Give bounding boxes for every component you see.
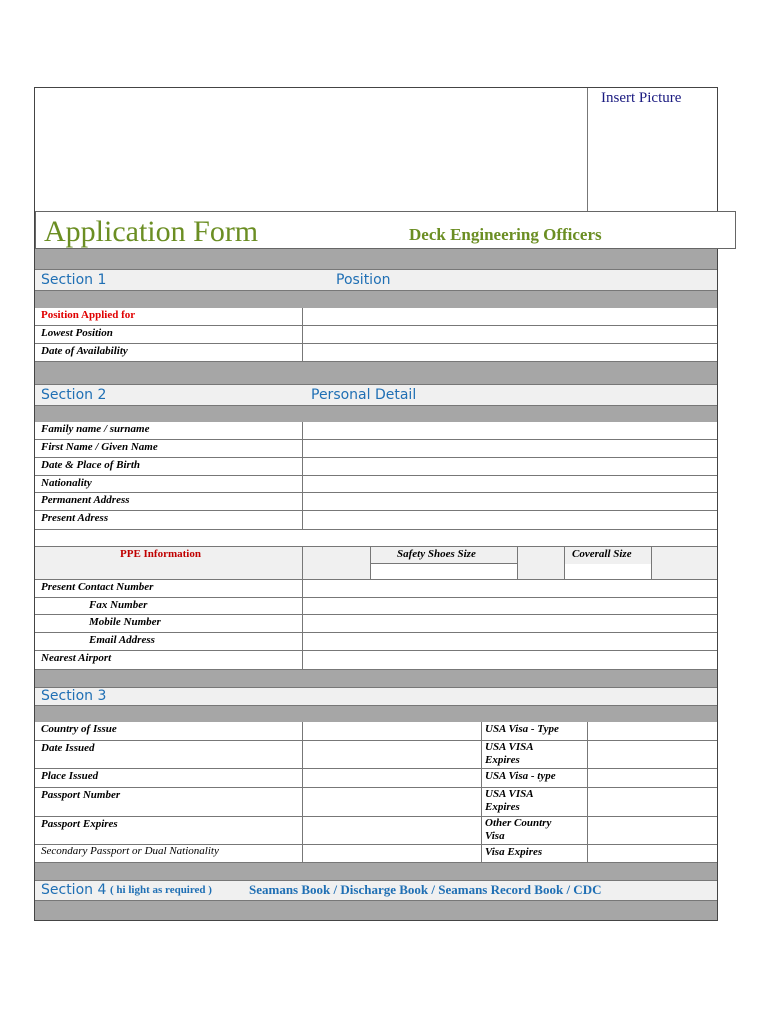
row-label: Email Address: [89, 634, 155, 646]
gray-bar: [35, 901, 717, 920]
coverall-size-field[interactable]: [565, 564, 651, 579]
form-row-email: [35, 633, 717, 651]
row-label: Present Adress: [41, 512, 109, 524]
form-row-contact-number: [35, 580, 717, 598]
position-applied-field[interactable]: [303, 308, 717, 325]
form-row-position-applied: [35, 308, 717, 326]
row-label: Secondary Passport or Dual Nationality: [41, 845, 219, 857]
passport-row: [35, 845, 717, 863]
form-title: Application Form: [44, 215, 259, 248]
section-2-label: Section 2: [41, 387, 107, 403]
fax-field[interactable]: [303, 598, 717, 614]
form-subtitle: Deck Engineering Officers: [409, 225, 602, 244]
gray-bar: [35, 406, 717, 422]
mobile-field[interactable]: [303, 615, 717, 632]
row-label: Date Issued: [41, 742, 95, 754]
section-1-label: Section 1: [41, 272, 107, 288]
row-label: Date of Availability: [41, 345, 128, 357]
row-label: Present Contact Number: [41, 581, 154, 593]
picture-box[interactable]: [587, 88, 717, 211]
header-blank-area: [35, 88, 587, 211]
section-4-heading: Seamans Book / Discharge Book / Seamans Record Book / CDC: [249, 882, 602, 897]
lowest-position-field[interactable]: [303, 326, 717, 343]
row-label: Passport Expires: [41, 818, 118, 830]
birth-field[interactable]: [303, 458, 717, 475]
visa-label: USA Visa - type: [485, 770, 556, 782]
form-row-mobile: [35, 615, 717, 633]
passport-row: [35, 817, 717, 845]
passport-expires-field[interactable]: [303, 817, 481, 844]
family-name-field[interactable]: [303, 422, 717, 439]
ppe-label: PPE Information: [120, 548, 201, 560]
usa-visa-expires-field[interactable]: [588, 741, 717, 768]
row-label: Lowest Position: [41, 327, 113, 339]
row-label: Mobile Number: [89, 616, 161, 628]
form-row-permanent-address: [35, 493, 717, 511]
row-label: Nearest Airport: [41, 652, 112, 664]
usa-visa-type-2-field[interactable]: [588, 769, 717, 787]
row-label: First Name / Given Name: [41, 441, 158, 453]
airport-field[interactable]: [303, 651, 717, 669]
gray-bar: [35, 291, 717, 308]
row-label: Country of Issue: [41, 723, 117, 735]
section-1-header: [35, 269, 717, 291]
section-2-heading: Personal Detail: [311, 387, 417, 403]
row-label: Permanent Address: [41, 494, 130, 506]
first-name-field[interactable]: [303, 440, 717, 457]
gray-bar: [35, 706, 717, 722]
passport-number-field[interactable]: [303, 788, 481, 816]
row-label: Date & Place of Birth: [41, 459, 140, 471]
row-label: Passport Number: [41, 789, 121, 801]
usa-visa-type-field[interactable]: [588, 722, 717, 740]
passport-row: [35, 788, 717, 817]
gray-bar: [35, 670, 717, 687]
form-row-present-address: [35, 511, 717, 530]
date-availability-field[interactable]: [303, 344, 717, 361]
passport-row: [35, 769, 717, 788]
title-band: [35, 211, 736, 249]
form-row-first-name: [35, 440, 717, 458]
passport-row: [35, 741, 717, 769]
visa-label: USA VISA Expires: [485, 788, 534, 813]
contact-number-field[interactable]: [303, 580, 717, 597]
place-issued-field[interactable]: [303, 769, 481, 787]
other-visa-field[interactable]: [588, 817, 717, 844]
ppe-row: [35, 547, 717, 580]
section-4-note: ( hi light as required ): [110, 884, 212, 896]
row-label: Position Applied for: [41, 309, 136, 321]
section-3-header: [35, 687, 717, 706]
form-row-birth: [35, 458, 717, 476]
form-row-family-name: [35, 422, 717, 440]
date-issued-field[interactable]: [303, 741, 481, 768]
form-row-date-availability: [35, 344, 717, 362]
secondary-passport-field[interactable]: [303, 845, 481, 862]
row-label: Place Issued: [41, 770, 99, 782]
visa-label: USA Visa - Type: [485, 723, 559, 735]
usa-visa-expires-2-field[interactable]: [588, 788, 717, 816]
section-4-label: Section 4: [41, 882, 107, 898]
insert-picture-label: Insert Picture: [601, 90, 682, 106]
row-label: Family name / surname: [41, 423, 150, 435]
section-1-heading: Position: [336, 272, 391, 288]
form-row-nationality: [35, 476, 717, 493]
blank-row: [35, 530, 717, 547]
form-row-lowest-position: [35, 326, 717, 344]
section-4-header: [35, 880, 717, 901]
row-label: Fax Number: [89, 599, 148, 611]
form-row-fax: [35, 598, 717, 615]
coverall-size-label: Coverall Size: [572, 548, 632, 560]
country-issue-field[interactable]: [303, 722, 481, 740]
shoes-size-label: Safety Shoes Size: [397, 548, 476, 560]
row-label: Nationality: [41, 477, 92, 489]
nationality-field[interactable]: [303, 476, 717, 492]
form-row-airport: [35, 651, 717, 670]
section-3-label: Section 3: [41, 688, 107, 704]
visa-label: Other Country Visa: [485, 817, 552, 842]
section-2-header: [35, 384, 717, 406]
gray-bar: [35, 362, 717, 384]
passport-row: [35, 722, 717, 741]
present-address-field[interactable]: [303, 511, 717, 529]
gray-bar: [35, 863, 717, 880]
permanent-address-field[interactable]: [303, 493, 717, 510]
visa-label: USA VISA Expires: [485, 741, 534, 766]
visa-label: Visa Expires: [485, 846, 543, 858]
email-field[interactable]: [303, 633, 717, 650]
shoes-size-field[interactable]: [371, 564, 517, 579]
visa-expires-field[interactable]: [588, 845, 717, 862]
gray-bar: [35, 249, 717, 269]
